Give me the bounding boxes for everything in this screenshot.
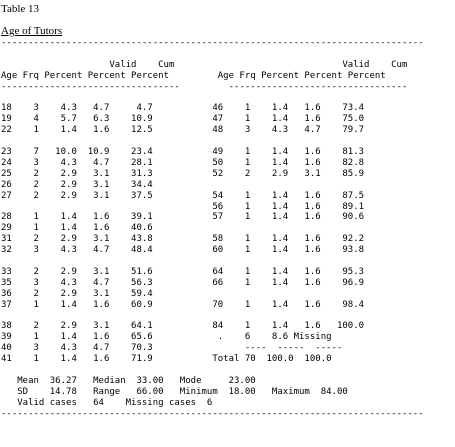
- table-line: 37 1 1.4 1.6 60.9 70 1 1.4 1.6 98.4: [1, 299, 365, 310]
- table-line: 36 2 2.9 3.1 59.4: [1, 288, 153, 299]
- table-line: ------------------------------------------------------------------------------: [1, 38, 424, 48]
- table-subtitle: Age of Tutors: [1, 25, 63, 37]
- table-line: Valid cases 64 Missing cases 6: [1, 397, 213, 408]
- table-line: 33 2 2.9 3.1 51.6 64 1 1.4 1.6 95.3: [1, 266, 365, 277]
- table-line: Age Frq Percent Percent Percent Age Frq Percent Percent Percent: [1, 70, 386, 81]
- table-line: 18 3 4.3 4.7 4.7 46 1 1.4 1.6 73.4: [1, 103, 365, 114]
- table-line: Mean 36.27 Median 33.00 Mode 23.00: [1, 375, 256, 386]
- table-line: SD 14.78 Range 66.00 Minimum 18.00 Maximum 84.00: [1, 386, 348, 397]
- table-line: 38 2 2.9 3.1 64.1 84 1 1.4 1.6 100.0: [1, 321, 365, 332]
- table-line: 41 1 1.4 1.6 71.9 Total 70 100.0 100.0: [1, 354, 332, 365]
- table-line: 19 4 5.7 6.3 10.9 47 1 1.4 1.6 75.0: [1, 114, 365, 125]
- table-line: 22 1 1.4 1.6 12.5 48 3 4.3 4.7 79.7: [1, 125, 365, 136]
- table-line: 32 3 4.3 4.7 48.4 60 1 1.4 1.6 93.8: [1, 245, 365, 256]
- table-line: ------------------------------------------------------------------------------: [1, 408, 424, 419]
- table-line: 39 1 1.4 1.6 65.6 . 6 8.6 Missing: [1, 332, 332, 343]
- table-line: Valid Cum Valid Cum: [1, 59, 408, 70]
- table-line: 35 3 4.3 4.7 56.3 66 1 1.4 1.6 96.9: [1, 277, 365, 288]
- table-line: 29 1 1.4 1.6 40.6: [1, 223, 153, 234]
- table-line: 28 1 1.4 1.6 39.1 57 1 1.4 1.6 90.6: [1, 212, 365, 223]
- table-line: 40 3 4.3 4.7 70.3 ---- ----- -----: [1, 343, 343, 354]
- table-line: 23 7 10.0 10.9 23.4 49 1 1.4 1.6 81.3: [1, 147, 365, 157]
- table-line: --------------------------------- ---------------------------------: [1, 81, 408, 92]
- table-line: 27 2 2.9 3.1 37.5 54 1 1.4 1.6 87.5: [1, 190, 365, 201]
- table-line: 24 3 4.3 4.7 28.1 50 1 1.4 1.6 82.8: [1, 157, 365, 168]
- table-label: Table 13: [1, 3, 40, 15]
- table-line: 31 2 2.9 3.1 43.8 58 1 1.4 1.6 92.2: [1, 234, 365, 245]
- table-line: 26 2 2.9 3.1 34.4: [1, 179, 153, 190]
- table-line: 25 2 2.9 3.1 31.3 52 2 2.9 3.1 85.9: [1, 168, 365, 179]
- table-line: 56 1 1.4 1.6 89.1: [1, 201, 365, 212]
